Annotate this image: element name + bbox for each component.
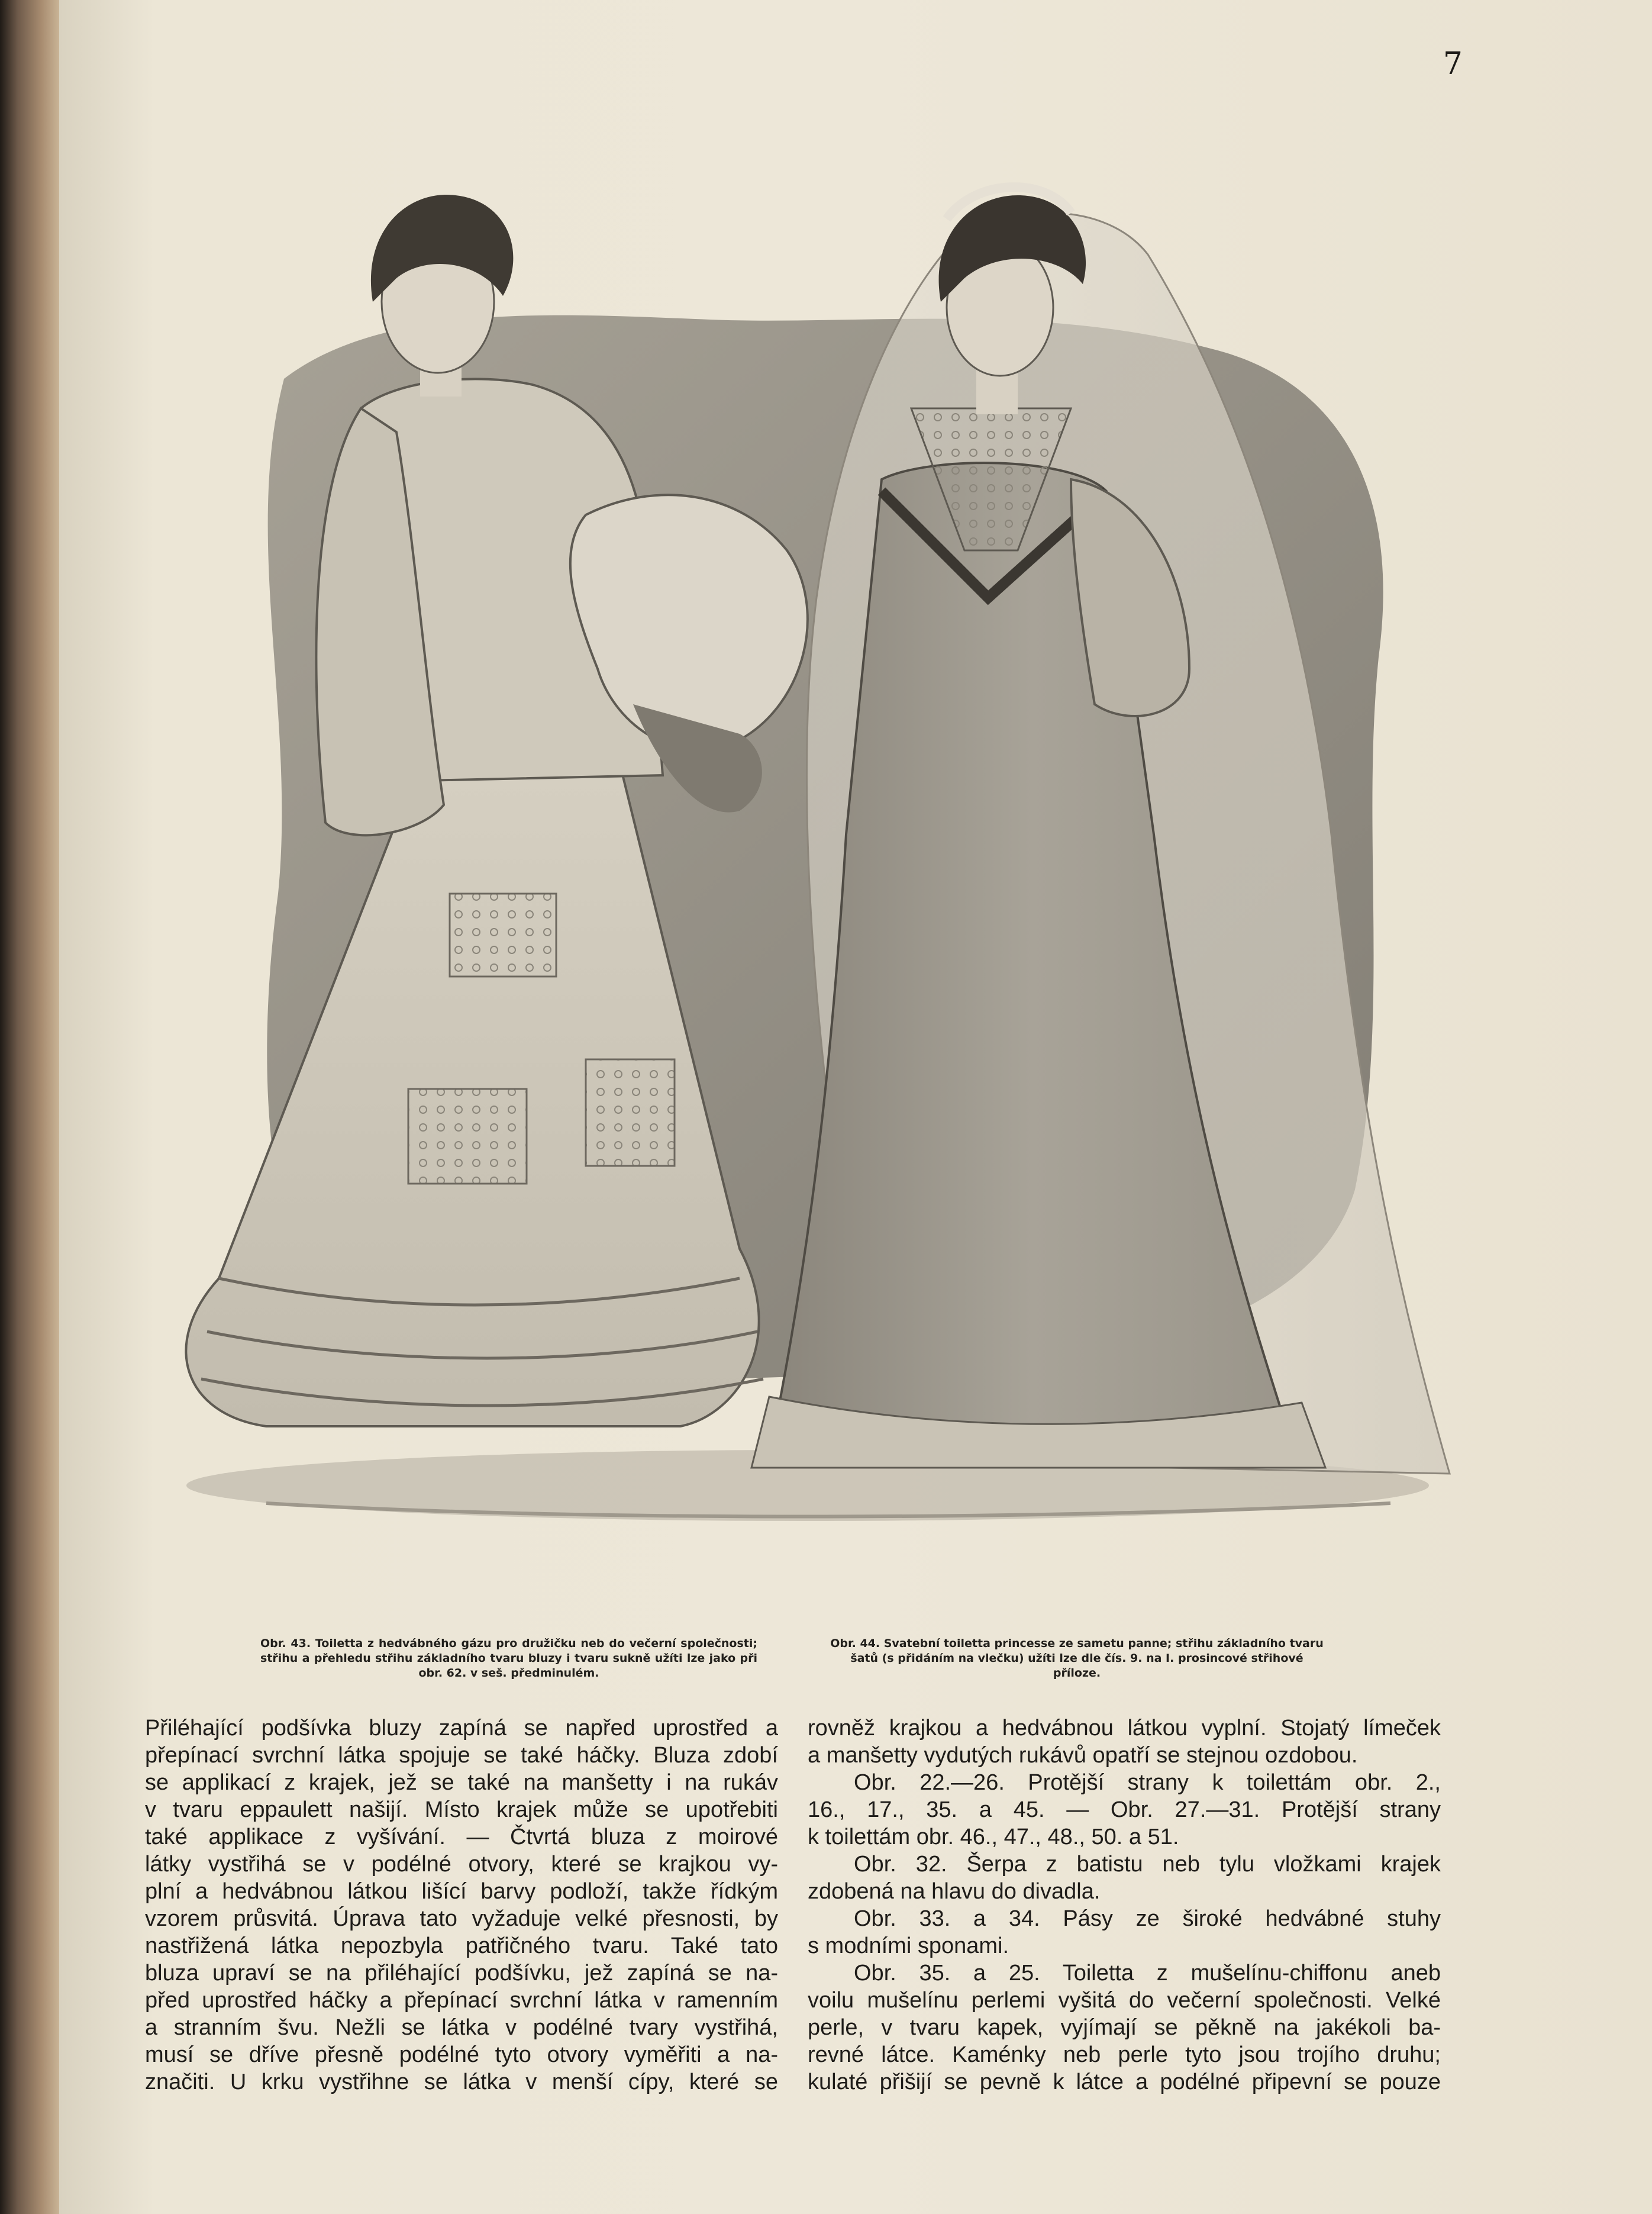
text-line: vzorem průsvitá. Úprava tato vyžaduje velké přesnosti, by	[145, 1906, 778, 1931]
text-line: Obr. 22.—26. Protější strany k toilettám obr. 2.,	[854, 1770, 1441, 1795]
text-column-right	[808, 1715, 1441, 2096]
text-line: značiti. U krku vystřihne se látka v menší cípy, které se	[145, 2070, 778, 2094]
text-line: látky vystřihá se v podélné otvory, které se krajkou vy-	[145, 1852, 778, 1877]
text-line: Obr. 33. a 34. Pásy ze široké hedvábné stuhy	[854, 1906, 1441, 1931]
figure-43-caption: Obr. 43. Toiletta z hedvábného gázu pro družičku neb do večerní společnosti; střihu a přehledu střihu základního tvaru bluzy i tvaru sukně užíti lze jako při obr. 62. v seš. předminulém.	[260, 1637, 757, 1680]
text-line: a manšetty vydutých rukávů opatří se stejnou ozdobou.	[808, 1743, 1358, 1768]
text-line: přepínací svrchní látka spojuje se také háčky. Bluza zdobí	[145, 1743, 778, 1768]
page-number: 7	[1443, 46, 1463, 82]
text-line: v tvaru eppaulett našijí. Místo krajek může se upotřebiti	[145, 1797, 778, 1822]
text-line: bluza upraví se na přiléhající podšívku, jež zapíná se na-	[145, 1961, 778, 1986]
fashion-illustration	[148, 124, 1467, 1592]
text-line: Obr. 32. Šerpa z batistu neb tylu vložkami krajek	[854, 1852, 1441, 1877]
text-line: s modními sponami.	[808, 1933, 1009, 1958]
text-line: perle, v tvaru kapek, vyjímají se pěkně na jakékoli ba-	[808, 2015, 1441, 2040]
text-line: nastřižená látka nepozbyla patřičného tvaru. Také tato	[145, 1933, 778, 1958]
text-line: také applikace z vyšívání. — Čtvrtá bluza z moirové	[145, 1825, 778, 1849]
text-line: rovněž krajkou a hedvábnou látkou vyplní. Stojatý límeček	[808, 1716, 1441, 1741]
text-line: revné látce. Kaménky neb perle tyto jsou trojího druhu;	[808, 2042, 1441, 2067]
text-line: se applikací z krajek, jež se také na manšetty i na rukáv	[145, 1770, 778, 1795]
text-column-left	[145, 1715, 778, 2096]
text-line: a stranním švu. Nežli se látka v podélné tvary vystřihá,	[145, 2015, 778, 2040]
text-line: 16., 17., 35. a 45. — Obr. 27.—31. Protější strany	[808, 1797, 1441, 1822]
text-line: Přiléhající podšívka bluzy zapíná se napřed uprostřed a	[145, 1716, 778, 1741]
text-line: k toilettám obr. 46., 47., 48., 50. a 51.	[808, 1825, 1179, 1849]
text-line: kulaté přišijí se pevně k látce a podélné připevní se pouze	[808, 2070, 1441, 2094]
text-line: voilu mušelínu perlemi vyšitá do večerní společnosti. Velké	[808, 1988, 1441, 2013]
book-spine	[0, 0, 59, 2214]
text-line: zdobená na hlavu do divadla.	[808, 1879, 1101, 1904]
text-line: Obr. 35. a 25. Toiletta z mušelínu-chiffonu aneb	[854, 1961, 1441, 1986]
figure-44-caption: Obr. 44. Svatební toiletta princesse ze sametu panne; střihu základního tvaru šatů (s přidáním na vlečku) užíti lze dle čís. 9. na I. prosincové střihové příloze.	[830, 1637, 1324, 1680]
text-line: plní a hedvábnou látkou lišící barvy podloží, takže řídkým	[145, 1879, 778, 1904]
text-line: před uprostřed háčky a přepínací svrchní látka v ramenním	[145, 1988, 778, 2013]
text-line: musí se dříve přesně podélné tyto otvory vyměřiti a na-	[145, 2042, 778, 2067]
